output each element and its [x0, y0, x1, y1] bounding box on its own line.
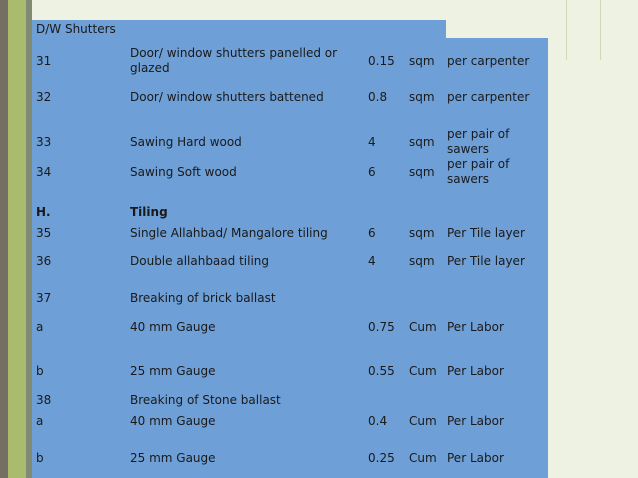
row-description: Single Allahbad/ Mangalore tiling	[130, 225, 328, 240]
row-number: b	[36, 363, 44, 378]
left-border-dark	[0, 0, 8, 478]
row-unit: sqm	[409, 89, 435, 104]
row-number: b	[36, 450, 44, 465]
row-number: a	[36, 319, 44, 334]
section-heading: Tiling	[130, 204, 168, 219]
row-unit: sqm	[409, 253, 435, 268]
row-description: Breaking of Stone ballast	[130, 392, 281, 407]
row-description: Double allahbaad tiling	[130, 253, 270, 268]
row-quantity: 0.15	[368, 53, 395, 68]
row-per: per pair of sawers	[447, 157, 510, 186]
row-number: 38	[36, 392, 52, 407]
decorative-line	[566, 0, 567, 60]
row-quantity: 6	[368, 225, 376, 240]
row-description: 40 mm Gauge	[130, 413, 216, 428]
row-quantity: 0.8	[368, 89, 388, 104]
row-quantity: 4	[368, 253, 376, 268]
row-unit: sqm	[409, 164, 435, 179]
row-number: 31	[36, 53, 52, 68]
row-per: per carpenter	[447, 89, 530, 104]
row-per: per carpenter	[447, 53, 530, 68]
row-per: per pair of sawers	[447, 127, 510, 156]
row-quantity: 0.4	[368, 413, 388, 428]
row-per: Per Tile layer	[447, 253, 525, 268]
decorative-line	[600, 0, 601, 60]
row-per: Per Tile layer	[447, 225, 525, 240]
row-number: 34	[36, 164, 52, 179]
row-quantity: 6	[368, 164, 376, 179]
row-number: a	[36, 413, 44, 428]
row-per: Per Labor	[447, 363, 504, 378]
row-number: 37	[36, 290, 52, 305]
row-quantity: 4	[368, 134, 376, 149]
row-number: 32	[36, 89, 52, 104]
row-description: Door/ window shutters battened	[130, 89, 324, 104]
row-description: Sawing Hard wood	[130, 134, 242, 149]
row-unit: sqm	[409, 225, 435, 240]
row-unit: Cum	[409, 319, 437, 334]
section-label: H.	[36, 204, 51, 219]
row-number: 33	[36, 134, 52, 149]
row-description: Breaking of brick ballast	[130, 290, 276, 305]
row-unit: Cum	[409, 413, 437, 428]
row-description: Door/ window shutters panelled or glazed	[130, 46, 338, 75]
row-quantity: 0.75	[368, 319, 395, 334]
row-unit: Cum	[409, 450, 437, 465]
row-description: Sawing Soft wood	[130, 164, 237, 179]
row-per: Per Labor	[447, 319, 504, 334]
row-description: 25 mm Gauge	[130, 363, 216, 378]
left-border-olive	[8, 0, 26, 478]
row-unit: sqm	[409, 134, 435, 149]
row-description: 25 mm Gauge	[130, 450, 216, 465]
table-title: D/W Shutters	[36, 21, 116, 36]
row-quantity: 0.25	[368, 450, 395, 465]
row-per: Per Labor	[447, 450, 504, 465]
row-description: 40 mm Gauge	[130, 319, 216, 334]
row-number: 35	[36, 225, 52, 240]
row-quantity: 0.55	[368, 363, 395, 378]
row-number: 36	[36, 253, 52, 268]
row-per: Per Labor	[447, 413, 504, 428]
row-unit: sqm	[409, 53, 435, 68]
row-unit: Cum	[409, 363, 437, 378]
